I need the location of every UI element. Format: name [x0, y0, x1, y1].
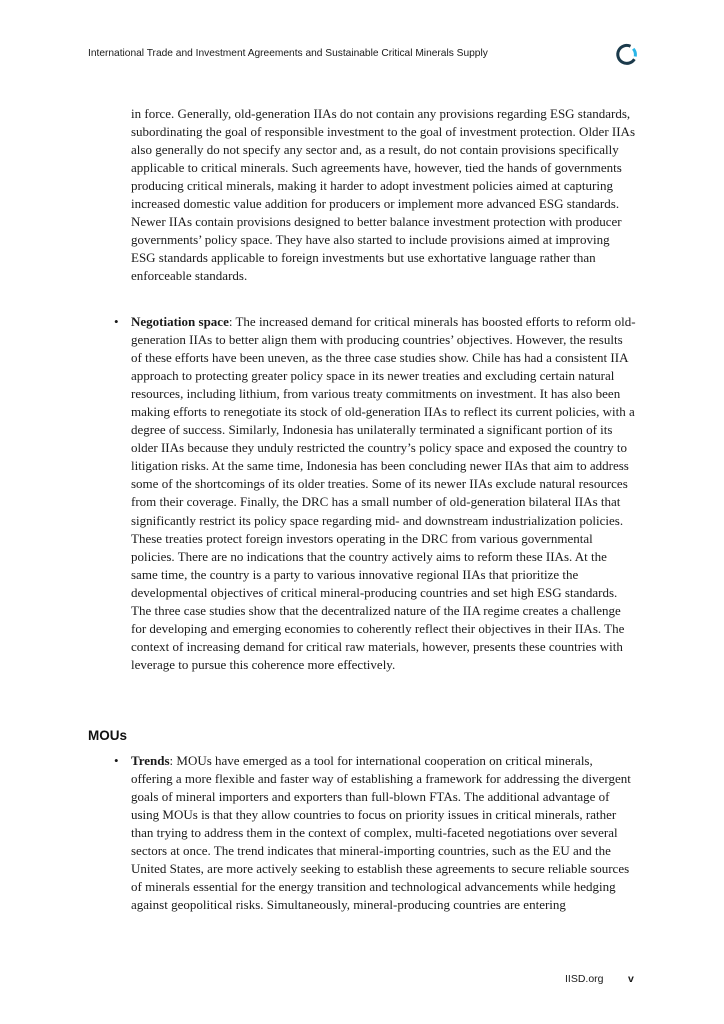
page-number: v: [628, 973, 634, 985]
trends-body: : MOUs have emerged as a tool for international cooperation on critical minerals, offering a more flexible and faster way of establishing a framework for addressing the divergent goals of mineral importers and exporters than full-blown FTAs. The additional advantage of using MOUs is that they allow countries to focus on priority issues in critical minerals, rather than trying to address them in the context of complex, multi-faceted negotiations over several sectors at once. The trend indicates that mineral-importing countries, such as the EU and the United States, are more actively seeking to establish these agreements to secure reliable sources of minerals essential for the energy transition and technological advancements while hedging against geopolitical risks. Simultaneously, mineral-producing countries are entering: [131, 753, 631, 913]
footer-site-link[interactable]: IISD.org: [565, 973, 604, 985]
trends-bullet: [114, 752, 636, 914]
trends-text: [131, 752, 636, 914]
intro-paragraph: in force. Generally, old-generation IIAs do not contain any provisions regarding ESG standards, subordinating the goal of responsible investment to the goal of investment protection. Older IIAs also generally do not specify any sector and, as a result, do not contain provisions specifically applicable to critical minerals. Such agreements have, however, tied the hands of governments producing critical minerals, making it harder to adopt investment policies aimed at capturing increased domestic value addition for producers or implement more advanced ESG standards. Newer IIAs contain provisions designed to better balance investment protection with producer governments’ policy space. They have also started to include provisions aimed at improving ESG standards applicable to foreign investments but use exhortative language rather than enforceable standards.: [131, 106, 636, 284]
bullet-marker: •: [114, 753, 119, 768]
running-header-title: International Trade and Investment Agreements and Sustainable Critical Minerals Supply: [88, 48, 488, 59]
negotiation-space-text: [131, 313, 636, 674]
trends-lead: Trends: [131, 753, 170, 768]
page-header: [88, 48, 648, 68]
negotiation-space-bullet: [114, 313, 636, 674]
negotiation-space-lead: Negotiation space: [131, 314, 229, 329]
negotiation-space-body: : The increased demand for critical minerals has boosted efforts to reform old-generation IIAs to better align them with producing countries’ objectives. However, the results of these efforts have been uneven, as the three case studies show. Chile has had a consistent IIA approach to protecting greater policy space in its newer treaties and excluding certain natural resources, including lithium, from various treaty commitments on investment. It has also been making efforts to renegotiate its stock of old-generation IIAs to reflect its current policies, with a degree of success. Similarly, Indonesia has unilaterally terminated a significant portion of its older IIAs because they unduly restricted the country’s policy space and exposed the country to litigation risks. At the same time, Indonesia has been concluding newer IIAs that aim to address some of the shortcomings of its older treaties. Some of its newer IIAs exclude natural resources from their coverage. Finally, the DRC has a small number of old-generation bilateral IIAs that significantly restrict its policy space regarding mid- and downstream industrialization policies. These treaties protect foreign investors operating in the DRC from various governmental policies. There are no indications that the country actively aims to reform these IIAs. At the same time, the country is a party to various innovative regional IIAs that prioritize the developmental objectives of critical mineral-producing countries and set high ESG standards. The three case studies show that the decentralized nature of the IIA regime creates a challenge for developing and emerging economies to coherently reflect their objectives in their IIAs. The context of increasing demand for critical raw materials, however, presents these countries with leverage to pursue this coherence more effectively.: [131, 314, 636, 672]
section-heading-mous: MOUs: [88, 728, 128, 743]
iisd-logo-icon: [614, 42, 638, 66]
bullet-marker: •: [114, 314, 119, 329]
